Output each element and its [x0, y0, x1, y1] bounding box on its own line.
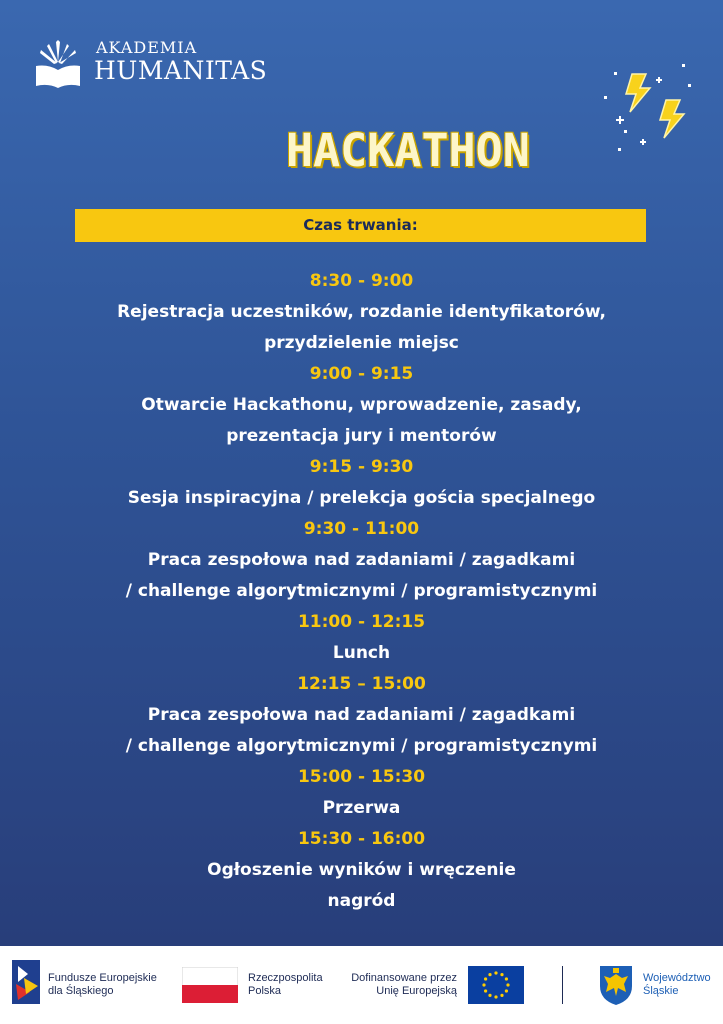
silesia-coat-of-arms-icon: [598, 964, 634, 1006]
schedule-time: 15:00 - 15:30: [297, 767, 426, 787]
schedule-time: 15:30 - 16:00: [297, 829, 426, 849]
schedule-desc: Lunch: [332, 643, 391, 663]
schedule-time: 9:30 - 11:00: [303, 519, 420, 539]
rp-text: [248, 972, 323, 998]
rp-line1: Rzeczpospolita: [248, 972, 323, 984]
fundusze-europejskie-icon: [12, 960, 40, 1004]
schedule-desc: przydzielenie miejsc: [264, 333, 459, 353]
fe-text: [48, 972, 157, 998]
schedule-time: 12:15 – 15:00: [297, 674, 426, 694]
schedule-time: 9:00 - 9:15: [309, 364, 414, 384]
lightning-bolts-icon: [596, 60, 706, 160]
eu-line2: Unię Europejską: [376, 985, 457, 997]
eu-line1: Dofinansowane przez: [351, 972, 457, 984]
schedule-desc: Ogłoszenie wyników i wręczenie: [207, 860, 516, 880]
schedule-desc: / challenge algorytmicznymi / programistycznymi: [125, 736, 598, 756]
schedule-desc: nagród: [327, 891, 396, 911]
schedule-desc: prezentacja jury i mentorów: [226, 426, 497, 446]
eu-text: [345, 972, 457, 998]
ws-line1: Województwo: [643, 972, 711, 984]
schedule-time: 11:00 - 12:15: [297, 612, 426, 632]
rp-line2: Polska: [248, 985, 282, 997]
open-book-icon: [34, 38, 82, 88]
footer-funding-bar: [0, 946, 723, 1024]
fe-line2: dla Śląskiego: [48, 985, 114, 997]
footer-divider: [562, 966, 563, 1004]
brand-line1: AKADEMIA: [96, 38, 198, 57]
ws-line2: Śląskie: [643, 985, 679, 997]
brand-line2: HUMANITAS: [94, 56, 268, 85]
akademia-humanitas-logo: [34, 38, 294, 90]
schedule-desc: Praca zespołowa nad zadaniami / zagadkami: [147, 705, 576, 725]
schedule-desc: Otwarcie Hackathonu, wprowadzenie, zasady,: [141, 395, 582, 415]
schedule-desc: Rejestracja uczestników, rozdanie identyfikatorów,: [117, 302, 606, 322]
schedule-desc: Sesja inspiracyjna / prelekcja gościa specjalnego: [127, 488, 596, 508]
ws-text: [643, 972, 711, 998]
schedule-time: 8:30 - 9:00: [309, 271, 414, 291]
fe-line1: Fundusze Europejskie: [48, 972, 157, 984]
schedule-desc: Przerwa: [322, 798, 401, 818]
schedule-time: 9:15 - 9:30: [309, 457, 414, 477]
hackathon-title: HACKATHON: [286, 124, 530, 177]
eu-flag-icon: [468, 966, 524, 1004]
schedule-desc: Praca zespołowa nad zadaniami / zagadkami: [147, 550, 576, 570]
polish-flag-icon: [182, 967, 238, 1003]
schedule: [40, 266, 683, 917]
duration-banner: Czas trwania:: [75, 209, 646, 242]
schedule-desc: / challenge algorytmicznymi / programistycznymi: [125, 581, 598, 601]
